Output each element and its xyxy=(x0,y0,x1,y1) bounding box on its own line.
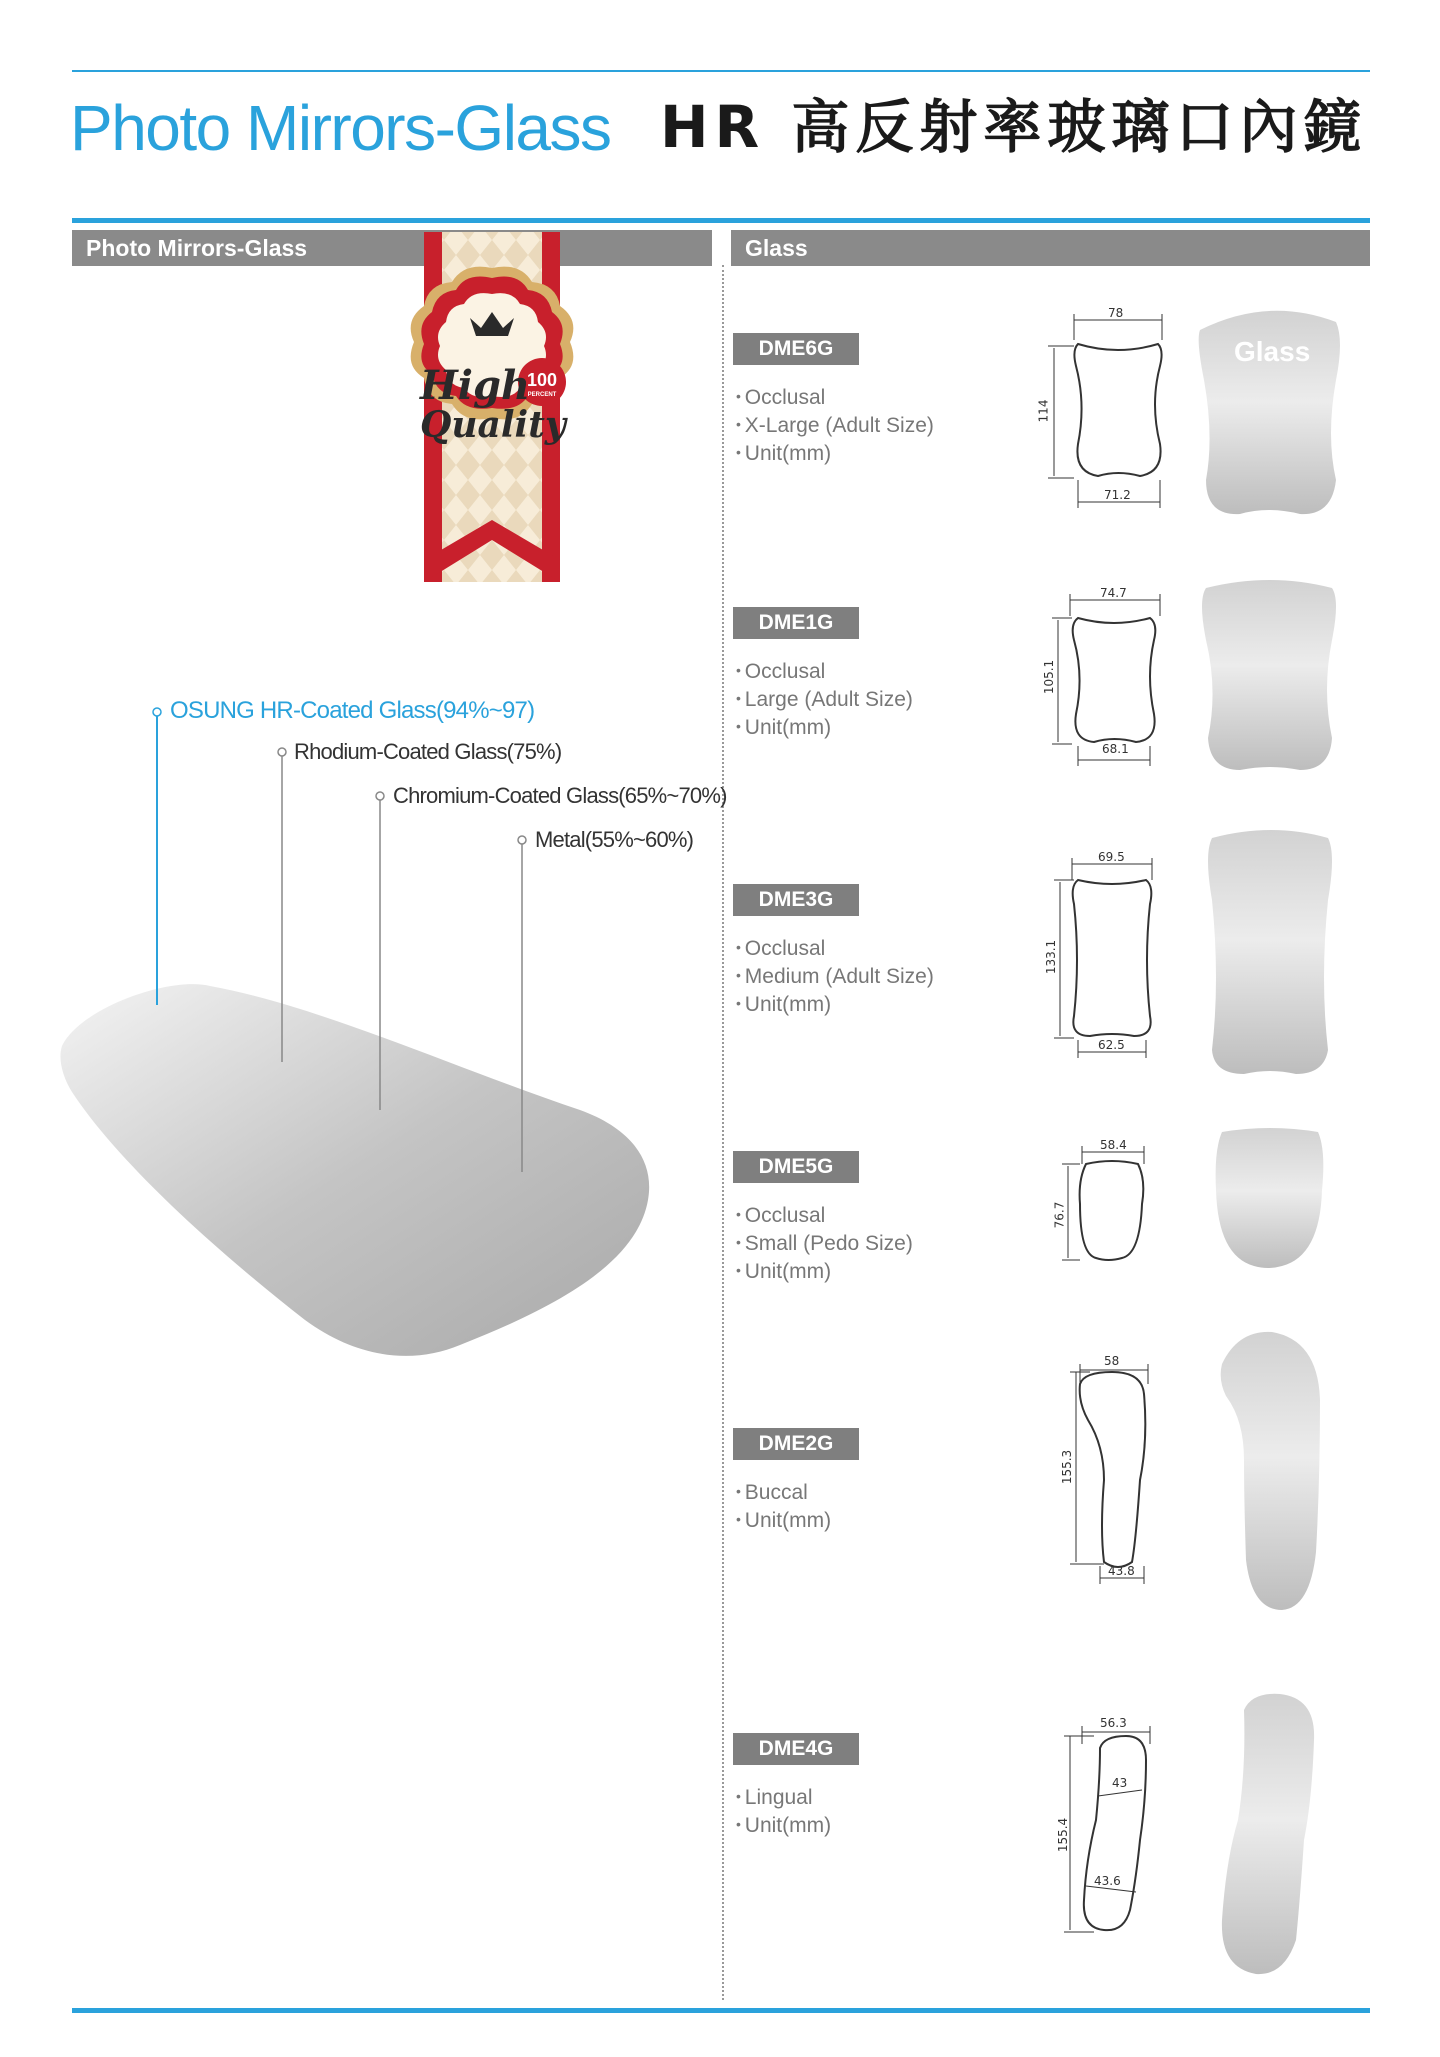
dme4g-drawing xyxy=(1064,1726,1150,1932)
product-code-dme6g: DME6G xyxy=(733,333,859,365)
coating-label-hr: OSUNG HR-Coated Glass(94%~97) xyxy=(170,697,535,724)
badge-number: 100 xyxy=(526,370,558,390)
dim-height: 105.1 xyxy=(1042,659,1057,695)
spec-item: • Unit(mm) xyxy=(736,713,913,741)
spec-item: • Occlusal xyxy=(736,934,934,962)
spec-item: • Large (Adult Size) xyxy=(736,685,913,713)
product-code-dme2g: DME2G xyxy=(733,1428,859,1460)
dim-top-width: 78 xyxy=(1108,306,1124,320)
dim-height: 114 xyxy=(1036,399,1051,423)
product-specs-dme2g xyxy=(736,1478,831,1534)
dme1g-glass xyxy=(1202,580,1336,770)
dim-bottom-width: 68.1 xyxy=(1102,742,1129,756)
product-specs-dme6g xyxy=(736,383,934,467)
dme2g-glass xyxy=(1221,1332,1320,1610)
coating-label-chromium: Chromium-Coated Glass(65%~70%) xyxy=(393,783,727,808)
dim-height: 155.4 xyxy=(1056,1817,1071,1853)
spec-item: • Occlusal xyxy=(736,1201,913,1229)
product-code-dme4g: DME4G xyxy=(733,1733,859,1765)
dme3g-drawing xyxy=(1054,858,1152,1058)
dim-top-width: 58.4 xyxy=(1100,1138,1127,1152)
glass-overlay-label: Glass xyxy=(1234,336,1311,367)
spec-item: • Buccal xyxy=(736,1478,831,1506)
dim-top-width: 74.7 xyxy=(1100,586,1127,600)
spec-item: • Unit(mm) xyxy=(736,1257,913,1285)
spec-item: • Occlusal xyxy=(736,383,934,411)
badge-high: High xyxy=(420,362,531,409)
dme5g-glass xyxy=(1216,1128,1324,1268)
dim-top-width: 58 xyxy=(1104,1354,1120,1368)
page-title-en: Photo Mirrors-Glass xyxy=(70,92,611,164)
coating-label-rhodium: Rhodium-Coated Glass(75%) xyxy=(294,739,562,764)
spec-item: • Unit(mm) xyxy=(736,1506,831,1534)
coating-label-metal: Metal(55%~60%) xyxy=(535,827,694,852)
spec-item: • Lingual xyxy=(736,1783,831,1811)
dme5g-drawing xyxy=(1062,1146,1144,1260)
dim-top-width: 56.3 xyxy=(1100,1716,1127,1730)
spec-item: • Unit(mm) xyxy=(736,439,934,467)
dim-height: 76.7 xyxy=(1052,1201,1067,1229)
spec-item: • Medium (Adult Size) xyxy=(736,962,934,990)
dim-inner-top: 43 xyxy=(1112,1776,1128,1790)
dme2g-drawing xyxy=(1070,1364,1148,1584)
badge-number-caption: PERCENT xyxy=(527,392,557,398)
product-code-dme3g: DME3G xyxy=(733,884,859,916)
spec-item: • Unit(mm) xyxy=(736,1811,831,1839)
dim-height: 133.1 xyxy=(1044,939,1059,975)
spec-item: • Small (Pedo Size) xyxy=(736,1229,913,1257)
product-code-dme5g: DME5G xyxy=(733,1151,859,1183)
dme1g-drawing xyxy=(1052,594,1160,766)
dim-top-width: 69.5 xyxy=(1098,850,1125,864)
spec-item: • Occlusal xyxy=(736,657,913,685)
product-specs-dme3g xyxy=(736,934,934,1018)
right-section-heading: Glass xyxy=(731,230,1370,266)
footer-rule xyxy=(72,2008,1370,2013)
product-code-dme1g: DME1G xyxy=(733,607,859,639)
product-specs-dme5g xyxy=(736,1201,913,1285)
dme4g-glass xyxy=(1222,1694,1314,1974)
dim-inner-bottom: 43.6 xyxy=(1094,1874,1121,1888)
mirror-illustration xyxy=(60,984,649,1356)
spec-item: • X-Large (Adult Size) xyxy=(736,411,934,439)
spec-item: • Unit(mm) xyxy=(736,990,934,1018)
product-specs-dme4g xyxy=(736,1783,831,1839)
page-title-zh: HR 高反射率玻璃口內鏡 xyxy=(660,93,1368,161)
product-specs-dme1g xyxy=(736,657,913,741)
dim-bottom-width: 43.8 xyxy=(1108,1564,1135,1578)
dme6g-drawing xyxy=(1048,314,1162,508)
dme3g-glass xyxy=(1208,830,1332,1074)
badge-quality: Quality xyxy=(420,404,566,446)
left-section-heading: Photo Mirrors-Glass xyxy=(72,230,712,266)
dim-bottom-width: 62.5 xyxy=(1098,1038,1125,1052)
dim-height: 155.3 xyxy=(1060,1449,1075,1485)
dim-bottom-width: 71.2 xyxy=(1104,488,1131,502)
